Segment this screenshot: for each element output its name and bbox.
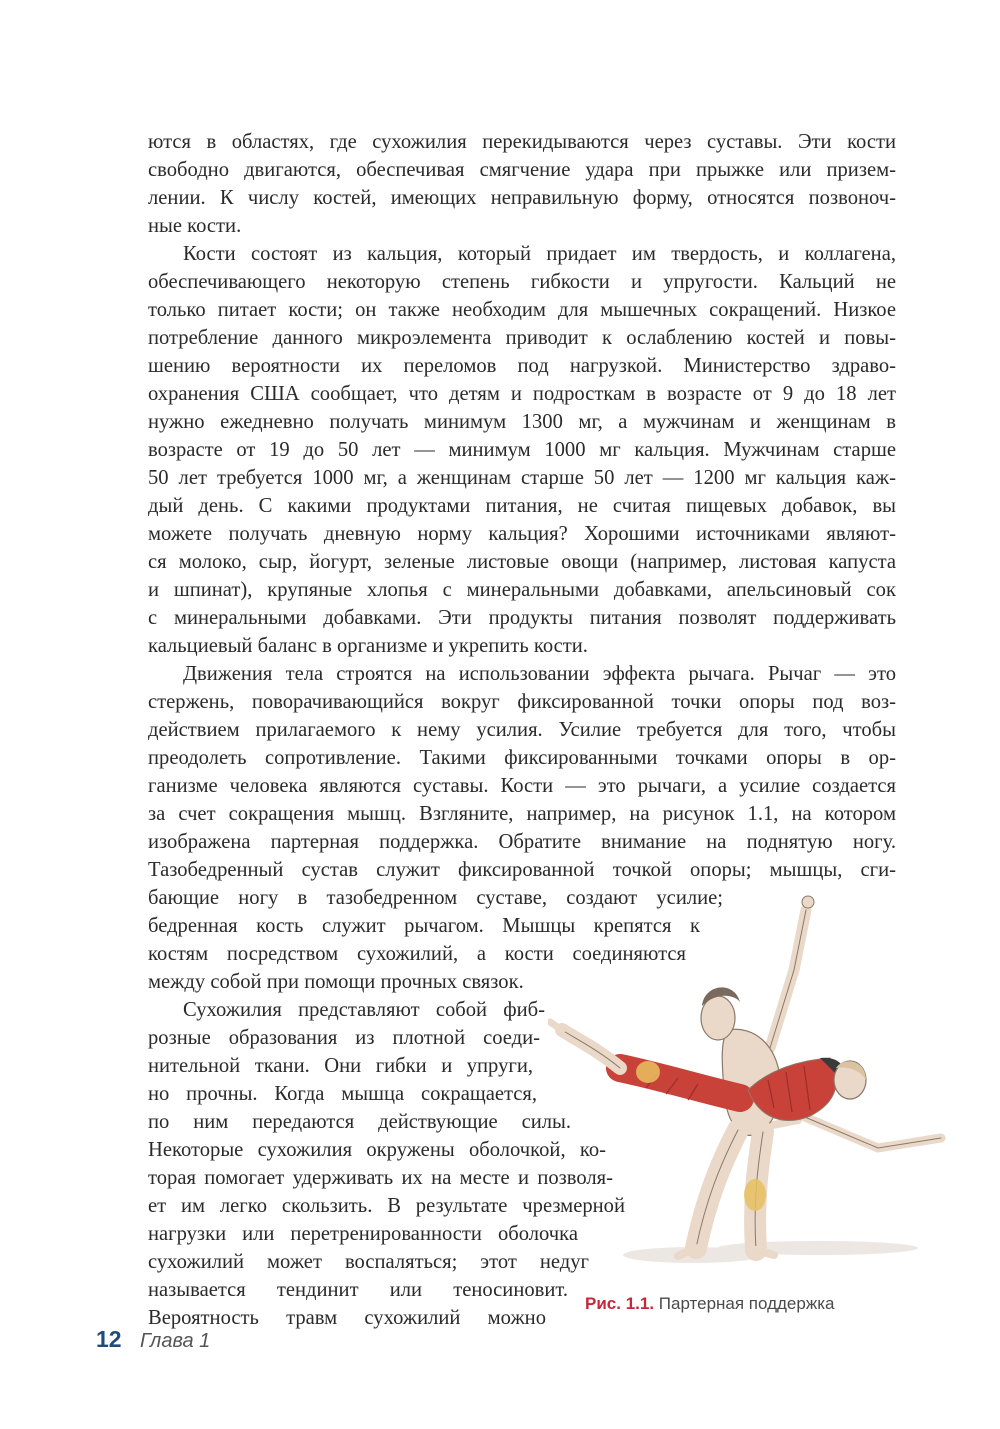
body-text-line: сухожилий может воспаляться; этот недуг [148,1251,589,1273]
body-text-line: розные образования из плотной соеди- [148,1027,540,1049]
body-text-line: Тазобедренный сустав служит фиксированной точкой опоры; мышцы, сги- [148,859,896,881]
page-number: 12 [96,1326,122,1352]
body-text-line: дый день. С какими продуктами питания, не считая пищевых добавок, вы [148,495,896,517]
body-text-line: обеспечивающего некоторую степень гибкости и упругости. Кальций не [148,271,896,293]
body-text-line: преодолеть сопротивление. Такими фиксированными точками опоры в ор- [148,747,896,769]
body-text-line: кальциевый баланс в организме и укрепить кости. [148,635,588,657]
body-text-line: ганизме человека являются суставы. Кости — это рычаги, а усилие создается [148,775,896,797]
body-text-line: бедренная кость служит рычагом. Мышцы крепятся к [148,915,700,937]
body-text-line: с минеральными добавками. Эти продукты питания позволят поддерживать [148,607,896,629]
body-text-line: и шпинат), крупяные хлопья с минеральными добавками, апельсиновый сок [148,579,896,601]
body-text-line: лении. К числу костей, имеющих неправильную форму, относятся позвоноч- [148,187,896,209]
body-text-line: потребление данного микроэлемента приводит к ослаблению костей и повы- [148,327,896,349]
body-text-line: шению вероятности их переломов под нагрузкой. Министерство здраво- [148,355,896,377]
body-text-line: 50 лет требуется 1000 мг, а женщинам старше 50 лет — 1200 мг кальция каж- [148,467,896,489]
body-text-line: костям посредством сухожилий, а кости соединяются [148,943,686,965]
figure-1-1 [548,880,948,1272]
body-text-line: Кости состоят из кальция, который придает им твердость, и коллагена, [183,243,896,265]
body-text-line: изображена партерная поддержка. Обратите внимание на поднятую ногу. [148,831,896,853]
figure-caption [585,1292,834,1316]
body-text-line: Сухожилия представляют собой фиб- [183,999,545,1021]
body-text-line: торая помогает удерживать их на месте и позволя- [148,1167,613,1189]
body-text-line: охранения США сообщает, что детям и подросткам в возрасте от 9 до 18 лет [148,383,896,405]
body-text-line: действием прилагаемого к нему усилия. Усилие требуется для того, чтобы [148,719,896,741]
body-text-line: ные кости. [148,215,242,237]
body-text-line: называется тендинит или теносиновит. [148,1279,568,1301]
ballet-pair-illustration-icon [548,880,948,1272]
body-text-line: только питает кости; он также необходим для мышечных сокращений. Низкое [148,299,896,321]
body-text-line: по ним передаются действующие силы. [148,1111,571,1133]
body-text-line: между собой при помощи прочных связок. [148,971,524,993]
figure-label: Рис. 1.1. [585,1294,655,1313]
body-text-line: возрасте от 19 до 50 лет — минимум 1000 мг кальция. Мужчинам старше [148,439,896,461]
body-text-line: нужно ежедневно получать минимум 1300 мг, а мужчинам и женщинам в [148,411,896,433]
body-text-line: ет им легко скользить. В результате чрезмерной [148,1195,625,1217]
body-text-line: свободно двигаются, обеспечивая смягчение удара при прыжке или призем- [148,159,896,181]
body-text-line: можете получать дневную норму кальция? Хорошими источниками являют- [148,523,896,545]
page-footer [96,1326,210,1353]
body-text-line: ются в областях, где сухожилия перекидываются через суставы. Эти кости [148,131,896,153]
body-text-line: Некоторые сухожилия окружены оболочкой, ко- [148,1139,606,1161]
body-text-line: бающие ногу в тазобедренном суставе, создают усилие; [148,887,723,909]
chapter-title: Глава 1 [140,1330,211,1352]
figure-caption-text: Партерная поддержка [658,1294,835,1313]
body-text-line: Движения тела строятся на использовании эффекта рычага. Рычаг — это [183,663,896,685]
body-text-line: за счет сокращения мышц. Взгляните, например, на рисунок 1.1, на котором [148,803,896,825]
body-text-line: Вероятность травм сухожилий можно [148,1307,546,1329]
body-text-line: ся молоко, сыр, йогурт, зеленые листовые овощи (например, листовая капуста [148,551,896,573]
body-text-line: стержень, поворачивающийся вокруг фиксированной точки опоры под воз- [148,691,896,713]
body-text-line: нагрузки или перетренированности оболочка [148,1223,578,1245]
body-text-line: но прочны. Когда мышца сокращается, [148,1083,537,1105]
body-text-line: нительной ткани. Они гибки и упруги, [148,1055,533,1077]
